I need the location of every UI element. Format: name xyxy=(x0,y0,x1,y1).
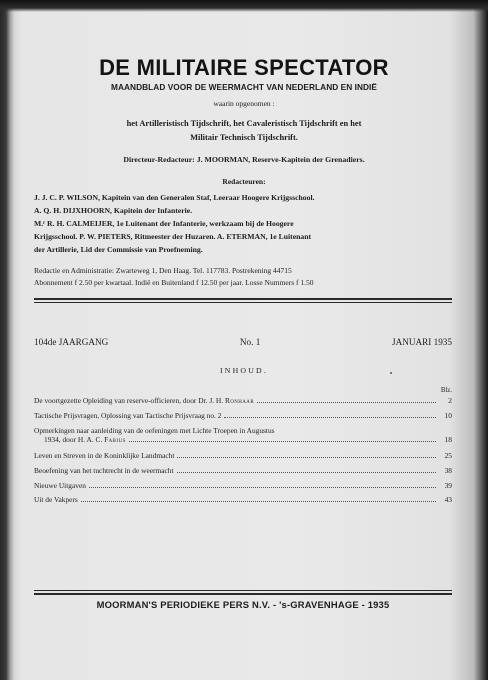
page-column-label: Blz. xyxy=(440,387,452,394)
toc-entry-title-line-1: Opmerkingen naar aanleiding van de oefeningen met Lichte Troepen in Augustus xyxy=(34,426,275,435)
footer-rule xyxy=(34,590,452,591)
toc-entry xyxy=(34,426,452,444)
publisher-footer: MOORMAN'S PERIODIEKE PERS N.V. - 's-GRAVENHAGE - 1935 xyxy=(96,599,390,610)
toc-leader-dots xyxy=(224,417,436,418)
toc-entry xyxy=(34,466,452,475)
toc-entry-title: 1934, door H. A. C. xyxy=(44,435,105,444)
subscription-prices: Abonnement f 2.50 per kwartaal. Indië en Buitenland f 12.50 per jaar. Losse Nummers f 1.50 xyxy=(34,278,314,287)
editor-line: A. Q. H. DIJXHOORN, Kapitein der Infanterie. xyxy=(34,206,193,215)
toc-entry xyxy=(34,495,452,504)
editors-list xyxy=(34,191,452,256)
toc-leader-dots xyxy=(81,501,436,502)
toc-entry-author: Fabius xyxy=(104,435,126,444)
issue-date: JANUARI 1935 xyxy=(392,337,452,347)
toc-entry-title: Beoefening van het tuchtrecht in de weermacht xyxy=(34,466,174,475)
divider-rule xyxy=(34,302,452,303)
editor-line: der Artillerie, Lid der Commissie van Proefneming. xyxy=(34,245,203,254)
volume: 104de JAARGANG xyxy=(34,337,109,347)
toc-entry xyxy=(34,411,452,420)
toc-entry-title: Nieuwe Uitgaven xyxy=(34,481,86,490)
toc-entry xyxy=(34,396,452,405)
toc-entry-title: De voortgezette Opleiding van reserve-officieren, door Dr. J. H. xyxy=(34,396,225,405)
incorporated-journals-line-1: het Artilleristisch Tijdschrift, het Cavaleristisch Tijdschrift en het xyxy=(126,119,362,128)
issue-info xyxy=(34,337,452,347)
toc-entry-title: Uit de Vakpers xyxy=(34,495,78,504)
editor-line: M.ʳ R. H. CALMEIJER, 1e Luitenant der Infanterie, werkzaam bij de Hoogere xyxy=(34,219,294,228)
toc-entry xyxy=(34,451,452,460)
toc-entry-page: 25 xyxy=(444,451,452,460)
journal-subtitle: MAANDBLAD VOOR DE WEERMACHT VAN NEDERLAND EN INDIË xyxy=(110,82,377,92)
toc-entry-title: Leven en Streven in de Koninklijke Landmacht xyxy=(34,451,175,460)
toc-entry xyxy=(34,481,452,490)
toc-leader-dots xyxy=(129,441,436,442)
toc-leader-dots xyxy=(89,487,436,488)
toc-entry-page: 18 xyxy=(444,435,452,444)
journal-title: DE MILITAIRE SPECTATOR xyxy=(99,55,389,80)
editor-line: Krijgsschool. P. W. PIETERS, Ritmeester der Huzaren. A. ETERMAN, 1e Luitenant xyxy=(34,232,312,241)
director-editor: Directeur-Redacteur: J. MOORMAN, Reserve-Kapitein der Grenadiers. xyxy=(123,155,365,164)
toc-leader-dots xyxy=(177,457,436,458)
editors-heading: Redacteuren: xyxy=(222,177,266,186)
toc-entry-page: 2 xyxy=(448,396,452,405)
print-speck xyxy=(390,372,392,374)
toc-entry-page: 38 xyxy=(444,466,452,475)
incorporated-journals-line-2: Militair Technisch Tijdschrift. xyxy=(190,133,298,142)
toc-entry-author: Ronhaar xyxy=(224,396,255,405)
toc-entry-title: Tactische Prijsvragen, Oplossing van Tactische Prijsvraag no. 2 xyxy=(34,411,222,420)
toc-entry-page: 43 xyxy=(444,495,452,504)
editor-line: J. J. C. P. WILSON, Kapitein van den Generalen Staf, Leeraar Hoogere Krijgsschool. xyxy=(34,193,315,202)
contents-heading: INHOUD. xyxy=(219,366,269,375)
toc-entry-page: 39 xyxy=(444,481,452,490)
toc-entry-page: 10 xyxy=(444,411,452,420)
footer-rule xyxy=(34,593,452,595)
toc-leader-dots xyxy=(177,472,436,473)
administration-info xyxy=(34,265,452,289)
toc-leader-dots xyxy=(257,402,436,403)
administration-address: Redactie en Administratie: Zwarteweg 1, Den Haag. Tel. 117783. Postrekening 44715 xyxy=(34,266,292,275)
incorporated-intro: waarin opgenomen : xyxy=(213,99,275,108)
issue-number: No. 1 xyxy=(239,337,261,347)
divider-rule xyxy=(34,298,452,300)
